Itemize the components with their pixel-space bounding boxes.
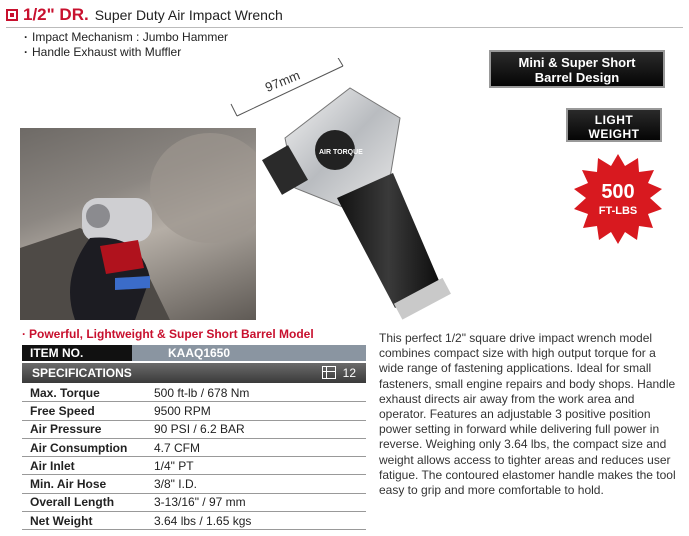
product-header <box>6 4 283 26</box>
spec-value: 90 PSI / 6.2 BAR <box>144 420 366 438</box>
spec-label: Air Pressure <box>22 420 144 438</box>
spec-value: 500 ft-lb / 678 Nm <box>144 384 366 402</box>
table-row <box>22 420 366 438</box>
torque-value: 500 <box>601 181 635 203</box>
table-row <box>22 475 366 493</box>
specifications-table <box>22 384 366 530</box>
in-use-photo-art <box>20 128 256 320</box>
table-row <box>22 457 366 475</box>
spec-label: Free Speed <box>22 402 144 420</box>
spec-count: 12 <box>342 366 356 380</box>
spec-label: Max. Torque <box>22 384 144 402</box>
spec-value: 3/8" I.D. <box>144 475 366 493</box>
badge-mini-line: Barrel Design <box>534 70 620 85</box>
spec-label: Overall Length <box>22 493 144 511</box>
spec-value: 4.7 CFM <box>144 438 366 456</box>
spec-label: Air Inlet <box>22 457 144 475</box>
table-row <box>22 512 366 530</box>
spec-label: Min. Air Hose <box>22 475 144 493</box>
badge-torque <box>571 152 665 246</box>
feature-item: · Impact Mechanism : Jumbo Hammer <box>24 30 228 45</box>
torque-unit: FT-LBS <box>598 205 638 217</box>
drive-size: 1/2" DR. <box>23 5 89 24</box>
dimension-label: 97mm <box>262 67 303 95</box>
table-row <box>22 402 366 420</box>
specifications-header <box>22 363 366 383</box>
feature-list <box>24 30 228 60</box>
spec-grid-icon <box>322 366 336 379</box>
spec-value: 9500 RPM <box>144 402 366 420</box>
item-number-row <box>22 345 366 361</box>
square-bullet-icon <box>6 9 18 21</box>
brand-mark: AIR TORQUE <box>319 149 363 156</box>
product-title: Super Duty Air Impact Wrench <box>94 7 283 23</box>
badge-mini-short-barrel <box>489 50 665 88</box>
spec-value: 3.64 lbs / 1.65 kgs <box>144 512 366 530</box>
badge-light-line: WEIGHT <box>588 127 640 141</box>
table-row <box>22 438 366 456</box>
specifications-title: SPECIFICATIONS <box>32 366 132 380</box>
feature-item: · Handle Exhaust with Muffler <box>24 45 228 60</box>
badge-light-line: LIGHT <box>594 113 634 127</box>
table-row <box>22 384 366 402</box>
table-row <box>22 493 366 511</box>
product-description: This perfect 1/2" square drive impact wrench model combines compact size with high output torque for a wide range of fastening applications. Ideal for small fasteners, small engine repairs and body shops. Handle exhaust directs air away from the work area and operator. Features an adjustable 3 positive position power setting in forward while delivering full power in reverse. Weighing only 3.64 lbs, the compact size and weight allows access to tighter areas and reduces user fatigue. The contoured elastomer handle makes the tool easy to grip and more comfortable to hold. <box>379 331 676 498</box>
item-number-value: KAAQ1650 <box>132 345 366 361</box>
item-number-label: ITEM NO. <box>22 345 132 361</box>
spec-value: 1/4" PT <box>144 457 366 475</box>
spec-label: Net Weight <box>22 512 144 530</box>
badge-mini-line: Mini & Super Short <box>518 55 636 70</box>
spec-value: 3-13/16" / 97 mm <box>144 493 366 511</box>
in-use-photo <box>20 128 256 320</box>
torque-starburst <box>571 152 665 246</box>
header-divider <box>6 27 683 28</box>
impact-wrench-drawing <box>225 58 475 320</box>
spec-label: Air Consumption <box>22 438 144 456</box>
badge-light-weight <box>566 108 662 142</box>
model-subheading: · Powerful, Lightweight & Super Short Barrel Model <box>22 327 314 341</box>
tool-illustration <box>225 58 475 320</box>
